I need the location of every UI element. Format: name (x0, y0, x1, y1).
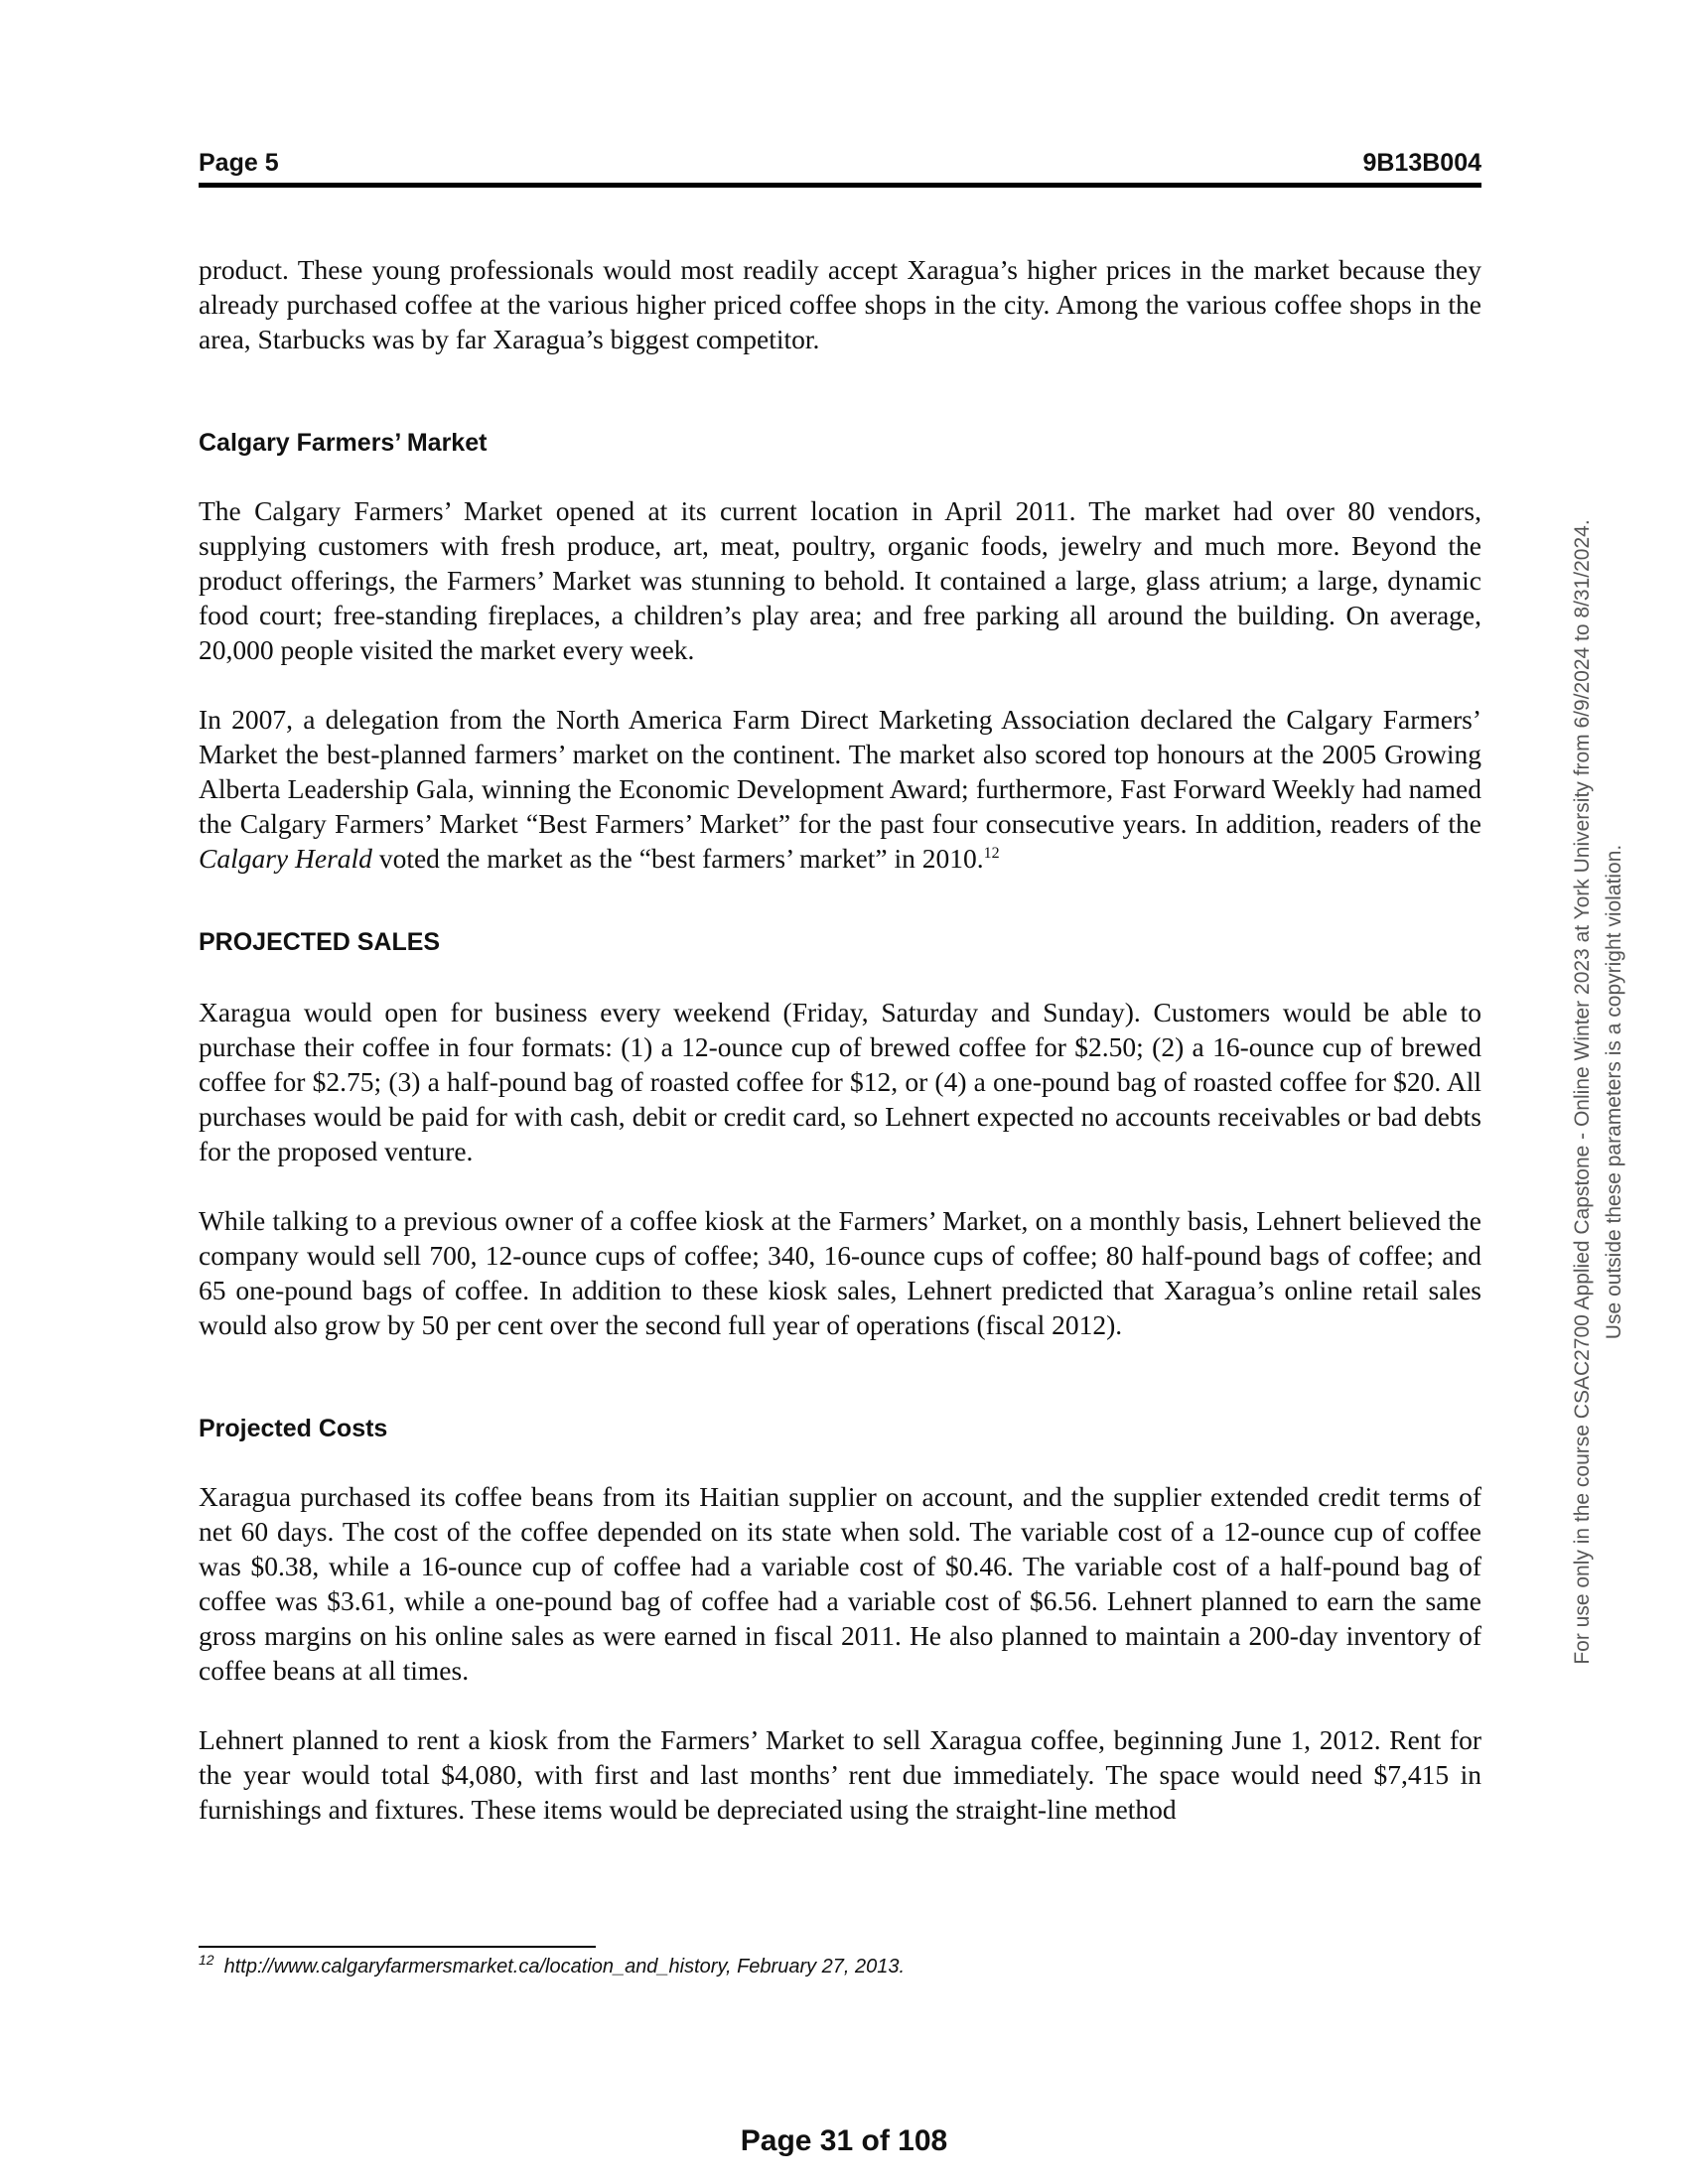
footnote-rule (199, 1946, 596, 1948)
projected-costs-heading: Projected Costs (199, 1415, 388, 1442)
projected-costs-paragraph-2: Lehnert planned to rent a kiosk from the Farmers’ Market to sell Xaragua coffee, beginning June 1, 2012. Rent for the year would total $4,080, with first and last months’ rent due immediately. The space would need $7,415 in furnishings and fixtures. These items would be depreciated using the straight-line method (199, 1724, 1481, 1825)
watermark-line-1: For use only in the course CSAC2700 Applied Capstone - Online Winter 2023 at York University from 6/9/2024 to 8/31/2024. (1571, 519, 1594, 1665)
header-page-label: Page 5 (199, 149, 279, 177)
footnote-number: 12 (199, 1952, 214, 1969)
fm-p2-text-a: In 2007, a delegation from the North America Farm Direct Marketing Association declared the Calgary Farmers’ Market the best-planned farmers’ market on the continent. The market also scored top honours at the 2005 Growing Alberta Leadership Gala, winning the Economic Development Award; furthermore, Fast Forward Weekly had named the Calgary Farmers’ Market “Best Farmers’ Market” for the past four consecutive years. In addition, readers of the (199, 704, 1481, 839)
calgary-herald-title: Calgary Herald (199, 843, 372, 874)
farmers-market-paragraph-2 (199, 702, 1481, 876)
projected-sales-paragraph-2: While talking to a previous owner of a coffee kiosk at the Farmers’ Market, on a monthly basis, Lehnert believed the company would sell 700, 12-ounce cups of coffee; 340, 16-ounce cups of coffee; 80 half-pound bags of coffee; and 65 one-pound bags of coffee. In addition to these kiosk sales, Lehnert predicted that Xaragua’s online retail sales would also grow by 50 per cent over the second full year of operations (fiscal 2012). (199, 1205, 1481, 1340)
footnote-text: http://www.calgaryfarmersmarket.ca/location_and_history, February 27, 2013. (223, 1956, 906, 1978)
header-doc-code: 9B13B004 (1362, 149, 1481, 177)
footnote-reference: 12 (983, 844, 1000, 862)
projected-costs-paragraph-1: Xaragua purchased its coffee beans from its Haitian supplier on account, and the supplier extended credit terms of net 60 days. The cost of the coffee depended on its state when sold. The variable cost of a 12-ounce cup of coffee was $0.38, while a 16-ounce cup of coffee had a variable cost of $0.46. The variable cost of a half-pound bag of coffee was $3.61, while a one-pound bag of coffee had a variable cost of $6.56. Lehnert planned to earn the same gross margins on his online sales as were earned in fiscal 2011. He also planned to maintain a 200-day inventory of coffee beans at all times. (199, 1481, 1481, 1686)
fm-p2-text-b: voted the market as the “best farmers’ market” in 2010. (378, 843, 984, 874)
watermark-text (1567, 477, 1630, 1707)
watermark-line-2: Use outside these parameters is a copyright violation. (1603, 844, 1625, 1340)
projected-sales-paragraph-1: Xaragua would open for business every weekend (Friday, Saturday and Sunday). Customers would be able to purchase their coffee in four formats: (1) a 12-ounce cup of brewed coffee for $2.50; (2) a 16-ounce cup of brewed coffee for $2.75; (3) a half-pound bag of roasted coffee for $12, or (4) a one-pound bag of roasted coffee for $20. All purchases would be paid for with cash, debit or credit card, so Lehnert expected no accounts receivables or bad debts for the proposed venture. (199, 997, 1481, 1166)
farmers-market-paragraph-1: The Calgary Farmers’ Market opened at its current location in April 2011. The market had over 80 vendors, supplying customers with fresh produce, art, meat, poultry, organic foods, jewelry and much more. Beyond the product offerings, the Farmers’ Market was stunning to behold. It contained a large, glass atrium; a large, dynamic food court; free-standing fireplaces, a children’s play area; and free parking all around the building. On average, 20,000 people visited the market every week. (199, 495, 1481, 665)
page-header (199, 149, 1481, 178)
farmers-market-heading: Calgary Farmers’ Market (199, 429, 488, 457)
header-rule (199, 183, 1481, 188)
intro-paragraph: product. These young professionals would most readily accept Xaragua’s higher prices in the market because they already purchased coffee at the various higher priced coffee shops in the city. Among the various coffee shops in the area, Starbucks was by far Xaragua’s biggest competitor. (199, 254, 1481, 354)
footnote (199, 1952, 1291, 1979)
page-footer: Page 31 of 108 (740, 2124, 948, 2157)
page-content (199, 252, 1481, 1827)
projected-sales-heading: PROJECTED SALES (199, 928, 441, 956)
